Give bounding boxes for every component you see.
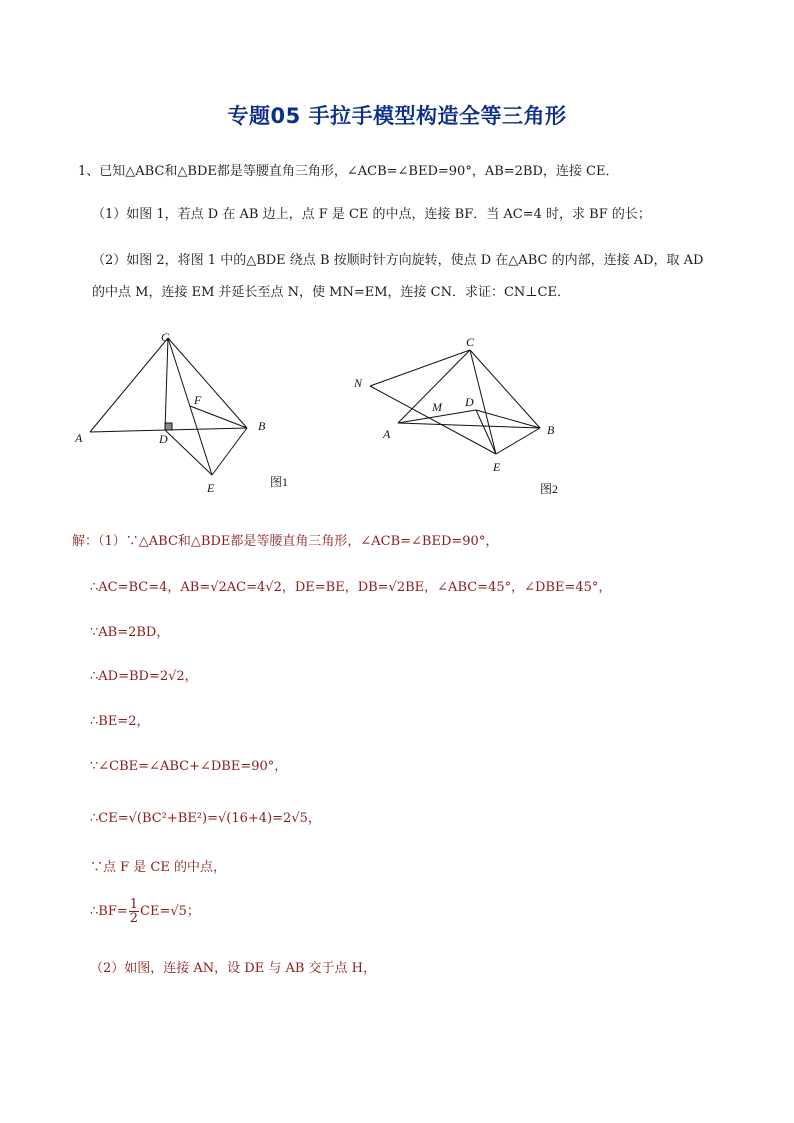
right-angle-mark [165,423,172,430]
solution-line-6: ∵∠CBE=∠ABC+∠DBE=90°， [90,759,288,774]
fraction-numerator: 1 [129,897,139,912]
figure-1-caption: 图1 [270,475,289,489]
label-E: E [207,481,215,495]
solution-line-3: ∵AB=2BD， [90,625,170,640]
figure-2-caption: 图2 [540,482,559,496]
solution-line-8: ∵点 F 是 CE 的中点， [90,860,226,875]
page-title: 专题05 手拉手模型构造全等三角形 [227,104,567,128]
fraction-one-half [129,898,139,925]
label-E: E [493,460,501,474]
segment-NC [370,350,470,386]
label-N: N [354,376,363,390]
segment-DE [476,410,496,454]
label-C: C [466,335,475,349]
solution-line-4: ∴AD=BD=2√2， [90,669,198,684]
label-B: B [547,423,555,437]
solution-line-9-suffix: CE=√5； [140,904,200,919]
segment-EB [212,428,247,475]
label-D: D [159,432,168,446]
segment-CB [168,338,247,428]
label-B: B [258,419,266,433]
segment-CE [470,350,496,454]
segment-FB [190,406,247,428]
solution-line-2: ∴AC=BC=4，AB=√2AC=4√2，DE=BE，DB=√2BE，∠ABC=45°，∠DBE=45°， [90,580,612,595]
solution-line-5: ∴BE=2， [90,714,150,729]
problem-stem: 1、已知△ABC和△BDE都是等腰直角三角形，∠ACB=∠BED=90°，AB=2BD，连接 CE． [78,164,619,179]
solution-line-9-prefix: ∴BF= [90,904,128,919]
label-C: C [161,330,170,344]
segment-AB [398,423,540,428]
problem-part1: （1）如图 1，若点 D 在 AB 边上，点 F 是 CE 的中点，连接 BF．当 AC=4 时，求 BF 的长； [92,207,651,222]
segment-EB [496,428,540,454]
solution-line-1: 解：（1）∵△ABC和△BDE都是等腰直角三角形，∠ACB=∠BED=90°， [72,534,499,549]
problem-part2-line2: 的中点 M，连接 EM 并延长至点 N，使 MN=EM，连接 CN．求证：CN⊥CE． [92,285,570,300]
solution-line-9 [90,898,200,925]
figure-1 [60,320,320,505]
fraction-denominator: 2 [129,911,139,926]
label-M: M [432,400,442,414]
segment-DB [476,410,540,428]
figure-2 [340,330,600,505]
segment-NE [370,386,496,454]
solution-line-7: ∴CE=√(BC²+BE²)=√(16+4)=2√5， [90,811,321,826]
segment-CB [470,350,540,428]
label-A: A [75,431,83,445]
problem-part2-line1: （2）如图 2，将图 1 中的△BDE 绕点 B 按顺时针方向旋转，使点 D 在△ABC 的内部，连接 AD，取 AD [92,253,704,268]
segment-AC [90,338,168,432]
label-D: D [465,395,474,409]
label-A: A [383,427,391,441]
segment-CD [165,338,168,430]
label-F: F [194,393,202,407]
solution-line-10: （2）如图，连接 AN，设 DE 与 AB 交于点 H， [90,961,377,976]
